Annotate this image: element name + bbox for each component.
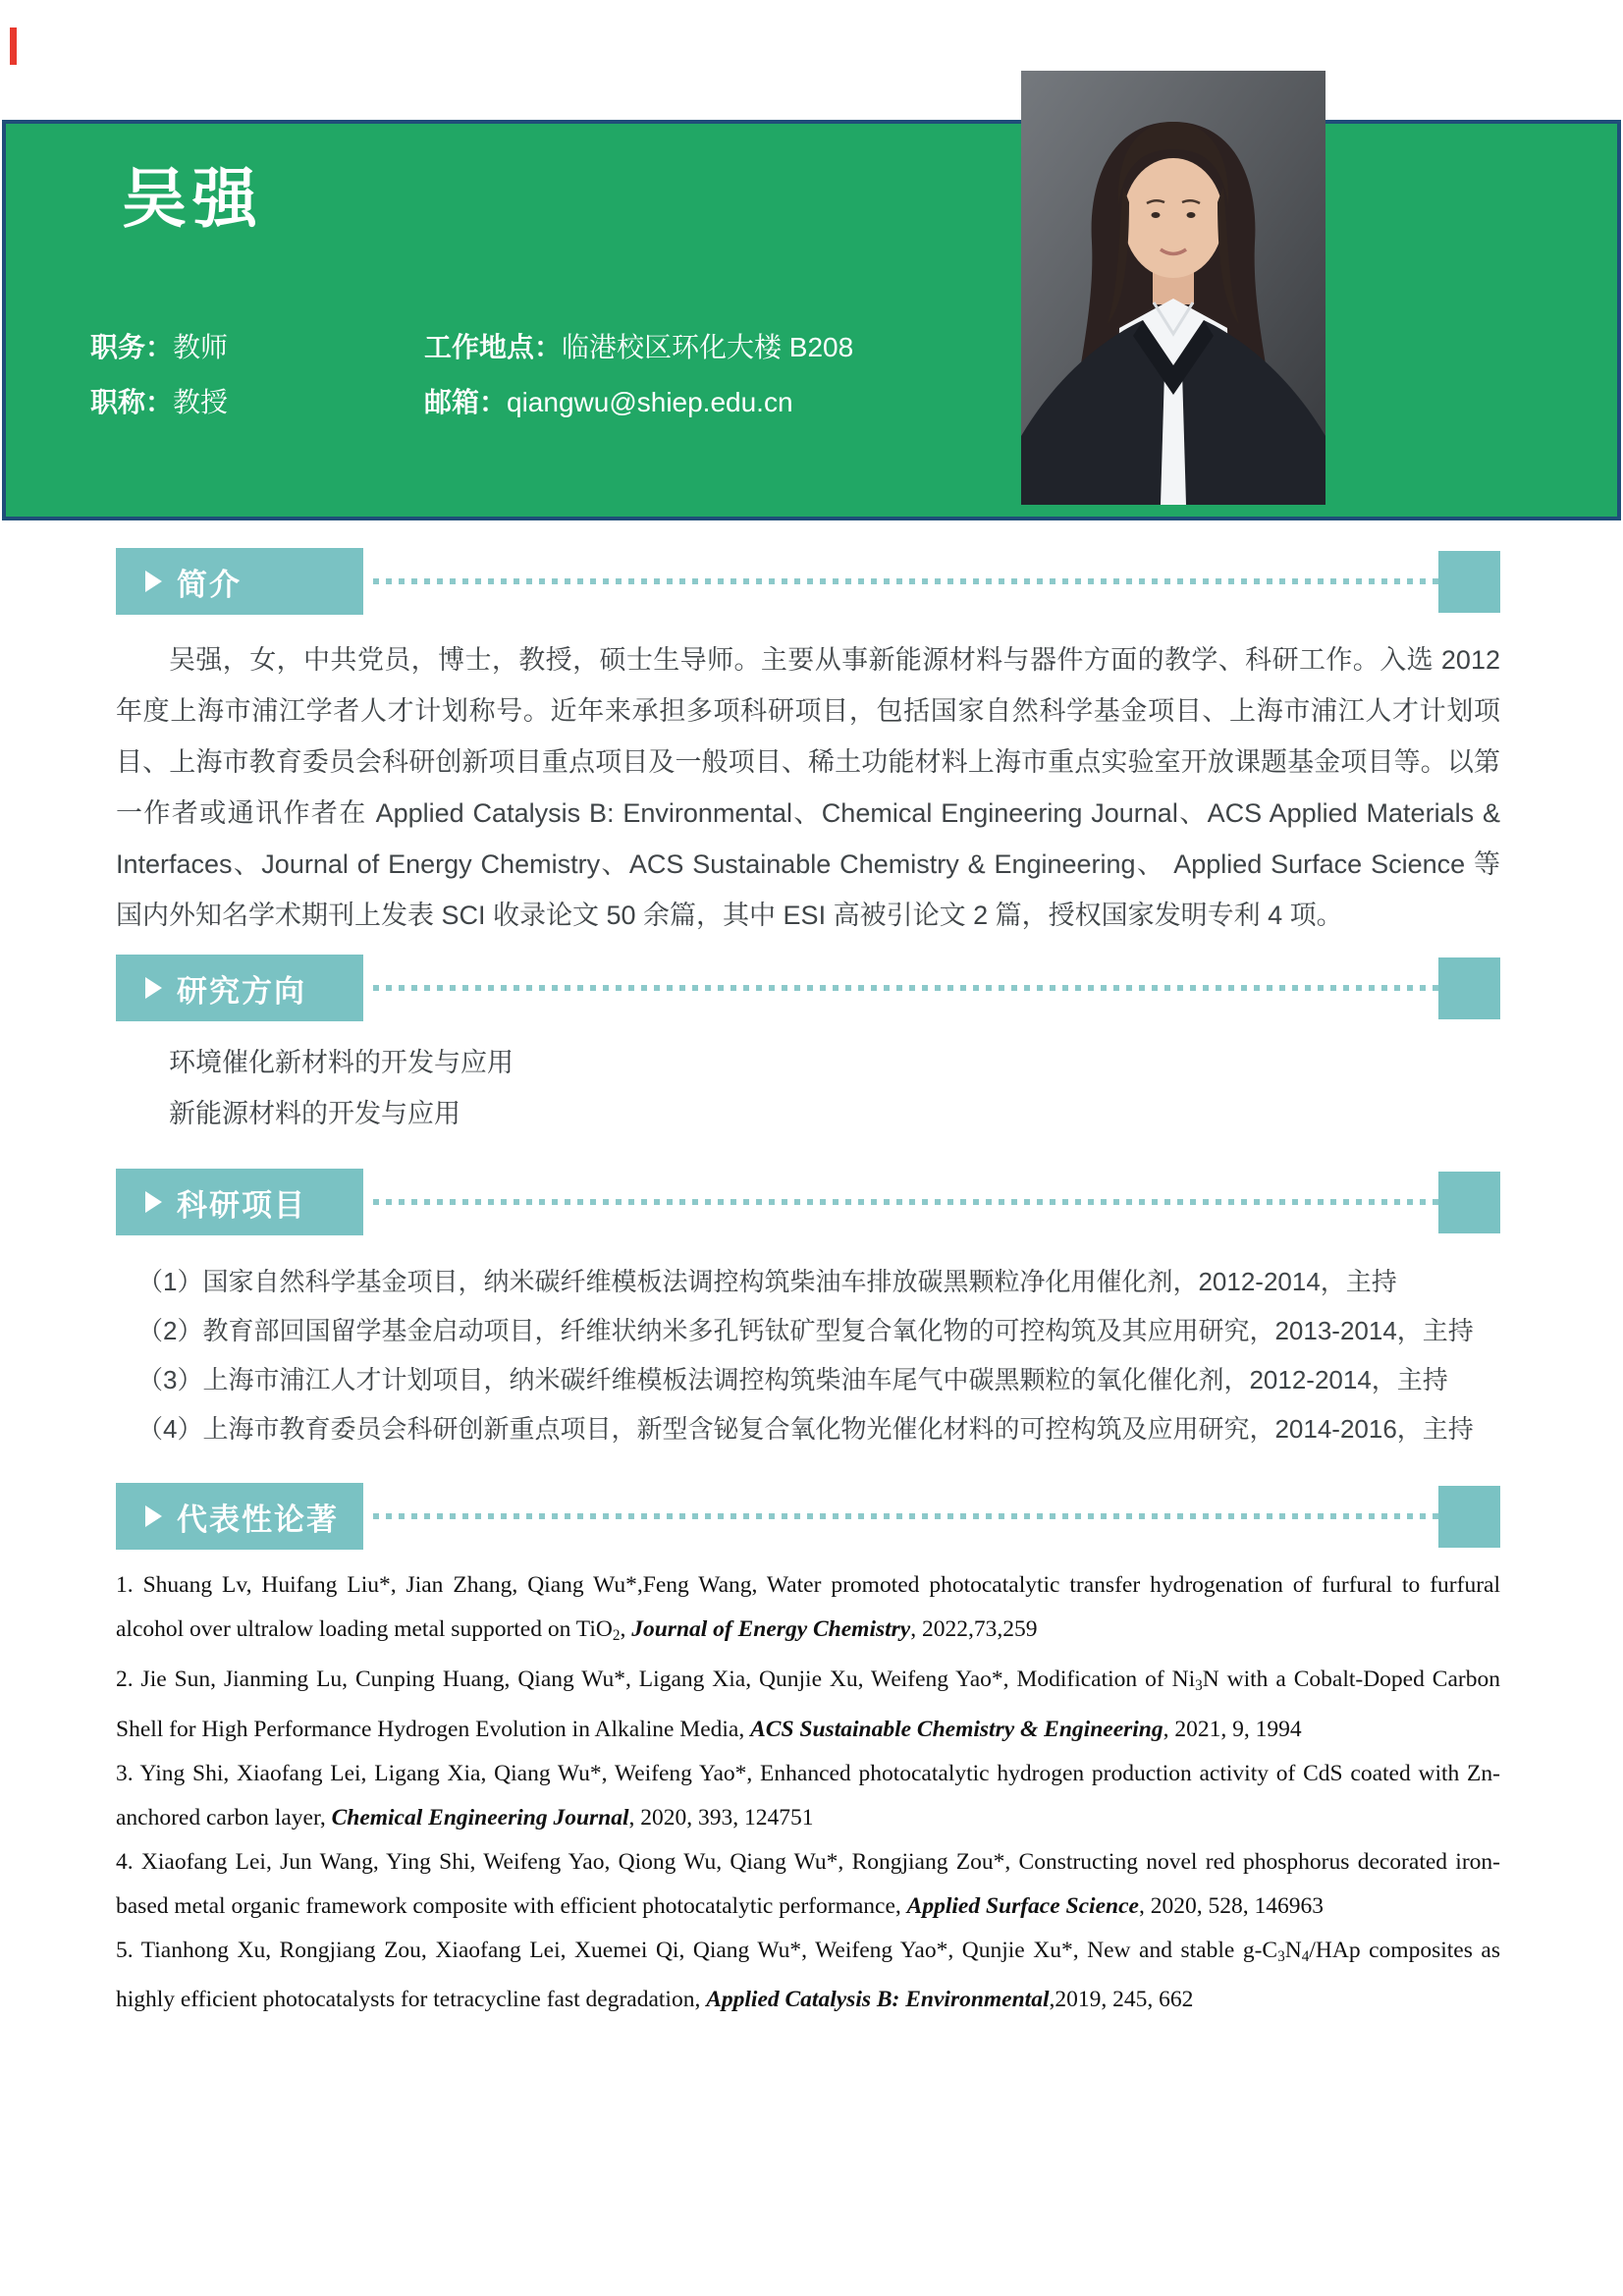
divider-endcap	[1438, 957, 1500, 1019]
email-field	[424, 381, 853, 420]
section-title-bar	[116, 955, 363, 1021]
section-title-bar	[116, 1483, 363, 1550]
publication-item: 1. Shuang Lv, Huifang Liu*, Jian Zhang, Qiang Wu*,Feng Wang, Water promoted photocatalytic transfer hydrogenation of furfural to furfural alcohol over ultralow loading metal supported on TiO2, Journal of Energy Chemistry, 2022,73,259	[116, 1572, 1500, 1644]
profile-info-grid	[90, 326, 853, 420]
profile-content	[116, 548, 1500, 2022]
section-title-bar	[116, 1169, 363, 1235]
intro-paragraph: 吴强，女，中共党员，博士，教授，硕士生导师。主要从事新能源材料与器件方面的教学、科研工作。入选 2012 年度上海市浦江学者人才计划称号。近年来承担多项科研项目，包括国家自然科学基金项目、上海市浦江人才计划项目、上海市教育委员会科研创新项目重点项目及一般项目、稀土功能材料上海市重点实验室开放课题基金项目等。以第一作者或通讯作者在 Applied Catalysis B: Environmental、Chemical Engineering Journal、ACS Applied Materials & Interfaces、Journal of Energy Chemistry、ACS Sustainable Chemistry & Engineering、 Applied Surface Science 等国内外知名学术期刊上发表 SCI 收录论文 50 余篇，其中 ESI 高被引论文 2 篇，授权国家发明专利 4 项。	[116, 645, 1500, 930]
office-label: 工作地点：	[424, 332, 563, 362]
profile-name: 吴强	[122, 162, 263, 235]
triangle-icon	[145, 571, 162, 592]
position-value: 教师	[173, 332, 229, 362]
divider-endcap	[1438, 551, 1500, 613]
position-field	[90, 326, 424, 365]
office-field	[424, 326, 853, 365]
section-title: 简介	[177, 567, 242, 602]
triangle-icon	[145, 1191, 162, 1213]
email-label: 邮箱：	[424, 387, 508, 417]
divider-endcap	[1438, 1172, 1500, 1233]
research-direction-item: 新能源材料的开发与应用	[169, 1099, 460, 1128]
section-header-intro	[116, 548, 1500, 615]
section-header-publications	[116, 1483, 1500, 1550]
project-item: （2）教育部回国留学基金启动项目，纤维状纳米多孔钙钛矿型复合氧化物的可控构筑及其应用研究，2013-2014，主持	[137, 1316, 1474, 1345]
triangle-icon	[145, 977, 162, 999]
publication-item: 5. Tianhong Xu, Rongjiang Zou, Xiaofang Lei, Xuemei Qi, Qiang Wu*, Weifeng Yao*, Qunjie Xu*, New and stable g-C3N4/HAp composites as highly efficient photocatalysts for tetracycline fast degradation, Applied Catalysis B: Environmental,2019, 245, 662	[116, 1937, 1500, 2013]
title-field	[90, 381, 424, 420]
section-title: 研究方向	[177, 973, 306, 1009]
title-value: 教授	[173, 387, 229, 417]
research-direction-list	[116, 1037, 1500, 1139]
section-title-bar	[116, 548, 363, 615]
dotted-divider	[373, 1199, 1438, 1205]
position-label: 职务：	[90, 332, 174, 362]
dotted-divider	[373, 985, 1438, 991]
publication-item: 4. Xiaofang Lei, Jun Wang, Ying Shi, Weifeng Yao, Qiong Wu, Qiang Wu*, Rongjiang Zou*, Constructing novel red phosphorus decorated iron-based metal organic framework composite with efficient photocatalytic performance, Applied Surface Science, 2020, 528, 146963	[116, 1848, 1500, 1919]
section-title: 科研项目	[177, 1187, 306, 1223]
portrait-illustration	[1021, 71, 1325, 505]
title-label: 职称：	[90, 387, 174, 417]
dotted-divider	[373, 1513, 1438, 1519]
project-list	[116, 1257, 1500, 1453]
project-item: （1）国家自然科学基金项目，纳米碳纤维模板法调控构筑柴油车排放碳黑颗粒净化用催化剂，2012-2014，主持	[137, 1267, 1397, 1296]
triangle-icon	[145, 1505, 162, 1527]
email-value[interactable]: qiangwu@shiep.edu.cn	[507, 387, 793, 417]
office-value: 临港校区环化大楼 B208	[562, 332, 854, 362]
profile-header	[2, 120, 1621, 520]
project-item: （3）上海市浦江人才计划项目，纳米碳纤维模板法调控构筑柴油车尾气中碳黑颗粒的氧化催化剂，2012-2014，主持	[137, 1365, 1448, 1394]
publication-item: 2. Jie Sun, Jianming Lu, Cunping Huang, Qiang Wu*, Ligang Xia, Qunjie Xu, Weifeng Yao*, Modification of Ni3N with a Cobalt-Doped Carbon Shell for High Performance Hydrogen Evolution in Alkaline Media, ACS Sustainable Chemistry & Engineering, 2021, 9, 1994	[116, 1666, 1500, 1742]
section-title: 代表性论著	[177, 1502, 339, 1537]
profile-photo	[1021, 71, 1325, 505]
section-header-research	[116, 955, 1500, 1021]
publication-item: 3. Ying Shi, Xiaofang Lei, Ligang Xia, Qiang Wu*, Weifeng Yao*, Enhanced photocatalytic hydrogen production activity of CdS coated with Zn-anchored carbon layer, Chemical Engineering Journal, 2020, 393, 124751	[116, 1760, 1500, 1831]
divider-endcap	[1438, 1486, 1500, 1548]
red-marker	[10, 27, 17, 65]
research-direction-item: 环境催化新材料的开发与应用	[169, 1048, 514, 1077]
publication-list	[116, 1563, 1500, 2022]
project-item: （4）上海市教育委员会科研创新重点项目，新型含铋复合氧化物光催化材料的可控构筑及应用研究，2014-2016，主持	[137, 1414, 1474, 1444]
section-header-projects	[116, 1169, 1500, 1235]
dotted-divider	[373, 578, 1438, 584]
